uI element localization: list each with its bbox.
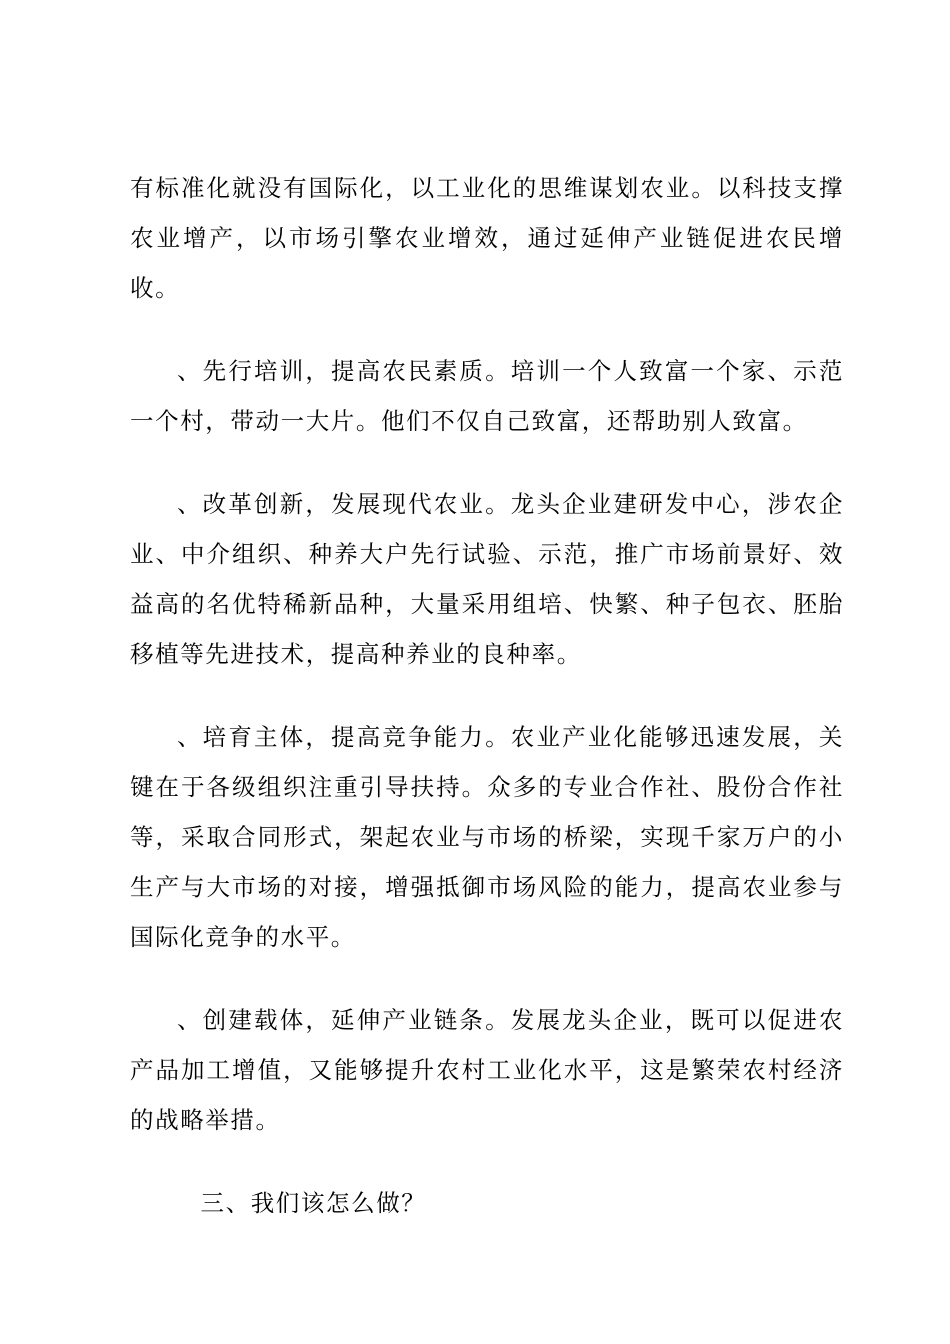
paragraph-cultivation: 、培育主体，提高竞争能力。农业产业化能够迅速发展，关键在于各级组织注重引导扶持。众多的专业合作社、股份合作社等，采取合同形式，架起农业与市场的桥梁，实现千家万户的小生产与大市场的对接，增强抵御市场风险的能力，提高农业参与国际化竞争的水平。 [130, 723, 844, 951]
paragraph-intro: 有标准化就没有国际化，以工业化的思维谋划农业。以科技支撑农业增产，以市场引擎农业增效，通过延伸产业链促进农民增收。 [130, 174, 844, 302]
paragraph-carrier: 、创建载体，延伸产业链条。发展龙头企业，既可以促进农产品加工增值，又能够提升农村工业化水平，这是繁荣农村经济的战略举措。 [130, 1006, 844, 1134]
paragraph-innovation: 、改革创新，发展现代农业。龙头企业建研发中心，涉农企业、中介组织、种养大户先行试验、示范，推广市场前景好、效益高的名优特稀新品种，大量采用组培、快繁、种子包衣、胚胎移植等先进技术，提高种养业的良种率。 [130, 490, 844, 668]
section-heading: 三、我们该怎么做？ [200, 1189, 427, 1217]
document-page [130, 163, 844, 1228]
paragraph-training: 、先行培训，提高农民素质。培训一个人致富一个家、示范一个村，带动一大片。他们不仅自己致富，还帮助别人致富。 [130, 357, 844, 435]
